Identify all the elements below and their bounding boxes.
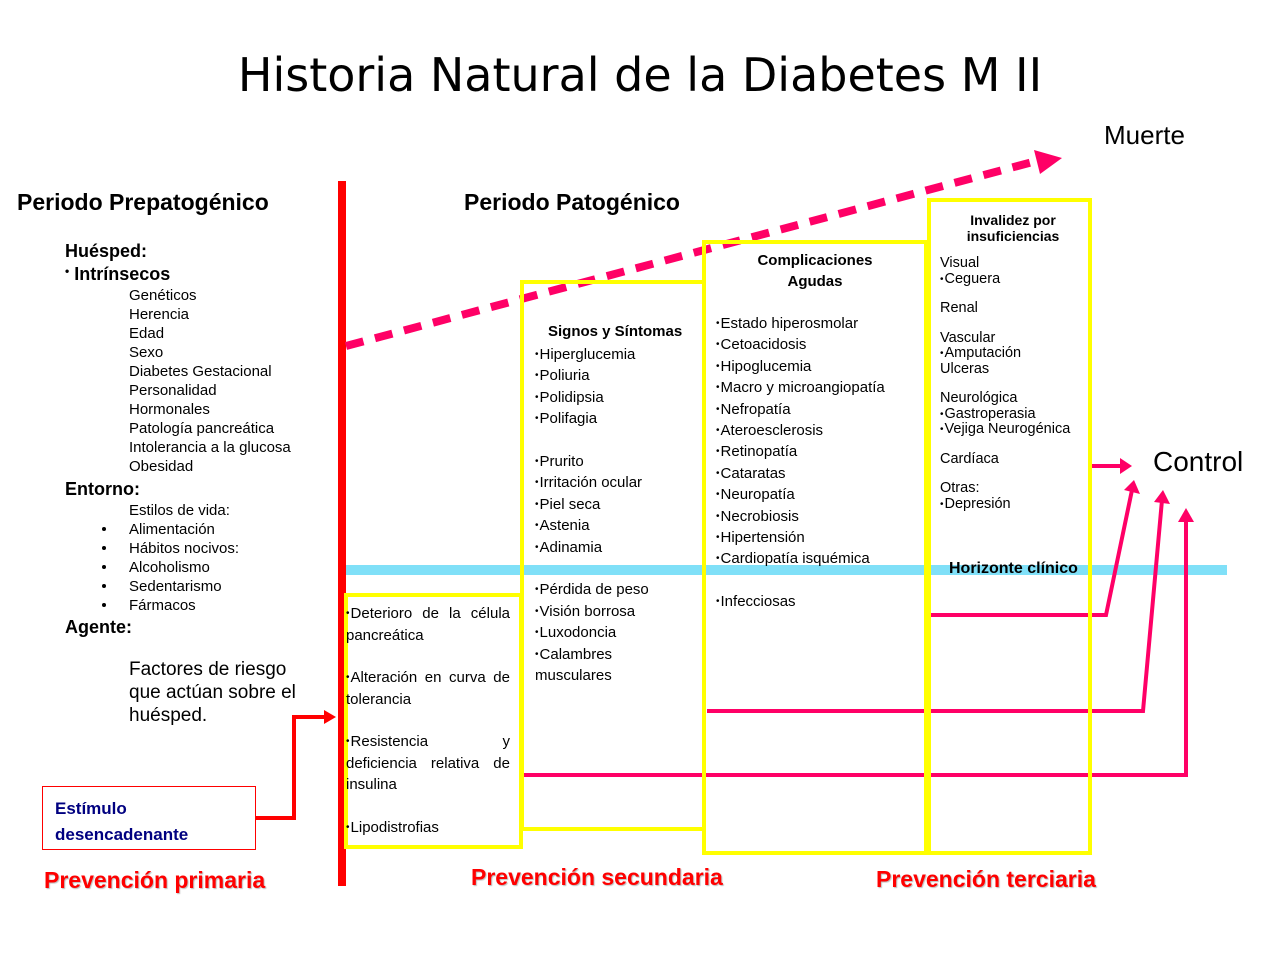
list-item: • Gastroperasia <box>940 407 1070 423</box>
list-item: • Alteración en curva de tolerancia <box>346 667 510 710</box>
list-item: • Necrobiosis <box>716 506 885 527</box>
invalidez-title: Invalidez por insuficiencias <box>966 212 1060 244</box>
list-item: • Estado hiperosmolar <box>716 313 885 334</box>
list-item: • Depresión <box>940 497 1070 513</box>
complicaciones-title: Complicaciones Agudas <box>757 252 873 290</box>
list-item: Diabetes Gestacional <box>129 363 272 380</box>
estimulo-arrow <box>256 717 326 818</box>
intrinsecos-list <box>129 286 291 476</box>
list-item: • Ceguera <box>940 272 1070 288</box>
list-item: • Calambres <box>535 644 649 665</box>
list-item: • Ateroesclerosis <box>716 420 885 441</box>
bullet-icon <box>102 546 106 550</box>
list-item: Herencia <box>129 306 190 323</box>
list-item: Obesidad <box>129 458 194 475</box>
list-item: • Macro y microangiopatía <box>716 377 885 398</box>
heading-patogenico: Periodo Patogénico <box>464 189 680 215</box>
complicaciones-list <box>716 313 885 613</box>
bullet-icon <box>102 527 106 531</box>
bullet-icon <box>102 603 106 607</box>
list-item: • Poliuria <box>535 365 649 386</box>
list-item-cont: musculares <box>535 667 612 685</box>
bullet-icon <box>102 565 106 569</box>
agente-text: Factores de riesgo que actúan sobre el huésped. <box>129 659 296 726</box>
list-item: Sedentarismo <box>129 578 222 595</box>
signos-title: Signos y Síntomas <box>548 323 683 340</box>
list-item: Sexo <box>129 344 164 361</box>
entorno-list <box>129 520 239 615</box>
prevencion-primaria: Prevención primaria <box>44 867 266 893</box>
list-item: • Luxodoncia <box>535 622 649 643</box>
list-item: • Hiperglucemia <box>535 344 649 365</box>
list-item: Hábitos nocivos: <box>129 540 240 557</box>
list-item: • Adinamia <box>535 537 649 558</box>
list-item: • Cataratas <box>716 463 885 484</box>
list-item: • Astenia <box>535 515 649 536</box>
list-item: • Cardiopatía isquémica <box>716 548 885 569</box>
prevencion-secundaria: Prevención secundaria <box>471 864 723 890</box>
estilos-label: Estilos de vida: <box>129 502 230 519</box>
list-item: • Prurito <box>535 451 649 472</box>
list-item: • Polidipsia <box>535 387 649 408</box>
list-item: • Vejiga Neurogénica <box>940 422 1070 438</box>
list-item: • Resistencia y deficiencia relativa de insulina <box>346 731 510 796</box>
estimulo-box: Estímulo desencadenante <box>42 786 256 850</box>
list-item: Alimentación <box>129 521 215 538</box>
list-item: Edad <box>129 325 165 342</box>
list-item: • Irritación ocular <box>535 472 649 493</box>
list-item: • Hipoglucemia <box>716 356 885 377</box>
signos-list <box>535 344 649 686</box>
list-item: • Visión borrosa <box>535 601 649 622</box>
list-item: • Infecciosas <box>716 591 885 612</box>
intrinsecos-label: • Intrínsecos <box>65 264 171 284</box>
list-item: Alcoholismo <box>129 559 210 576</box>
control-label: Control <box>1153 446 1244 477</box>
list-item: • Retinopatía <box>716 441 885 462</box>
list-item: Hormonales <box>129 401 210 418</box>
list-item: Personalidad <box>129 382 217 399</box>
list-item: • Lipodistrofias <box>346 817 510 839</box>
list-item: • Cetoacidosis <box>716 334 885 355</box>
list-item: Genéticos <box>129 287 197 304</box>
muerte-arrowhead <box>1034 150 1062 174</box>
horizonte-label: Horizonte clínico <box>949 560 1078 577</box>
prevencion-terciaria: Prevención terciaria <box>876 866 1096 892</box>
huesped-label: Huésped: <box>65 241 148 261</box>
list-item: Intolerancia a la glucosa <box>129 439 291 456</box>
heading-prepatogenico: Periodo Prepatogénico <box>17 189 269 215</box>
invalidez-list: Visual • Ceguera Renal Vascular • Amputación Ulceras Neurológica • Gastroperasia • Vejiga Neurogénica Cardíaca Otras: • Depresión <box>940 256 1070 512</box>
bullet-icon <box>102 584 106 588</box>
list-item: • Amputación <box>940 346 1070 362</box>
list-item: • Pérdida de peso <box>535 579 649 600</box>
page-title: Historia Natural de la Diabetes M II <box>237 48 1043 102</box>
list-item: Fármacos <box>129 597 196 614</box>
muerte-label: Muerte <box>1104 120 1185 150</box>
entorno-label: Entorno: <box>65 479 140 499</box>
list-item: • Deterioro de la célula pancreática <box>346 603 510 646</box>
list-item: • Hipertensión <box>716 527 885 548</box>
agente-label: Agente: <box>65 617 132 637</box>
list-item: • Neuropatía <box>716 484 885 505</box>
list-item: • Piel seca <box>535 494 649 515</box>
list-item: • Polifagia <box>535 408 649 429</box>
prediabetes-list <box>346 603 510 838</box>
list-item: Patología pancreática <box>129 420 275 437</box>
list-item: • Nefropatía <box>716 399 885 420</box>
